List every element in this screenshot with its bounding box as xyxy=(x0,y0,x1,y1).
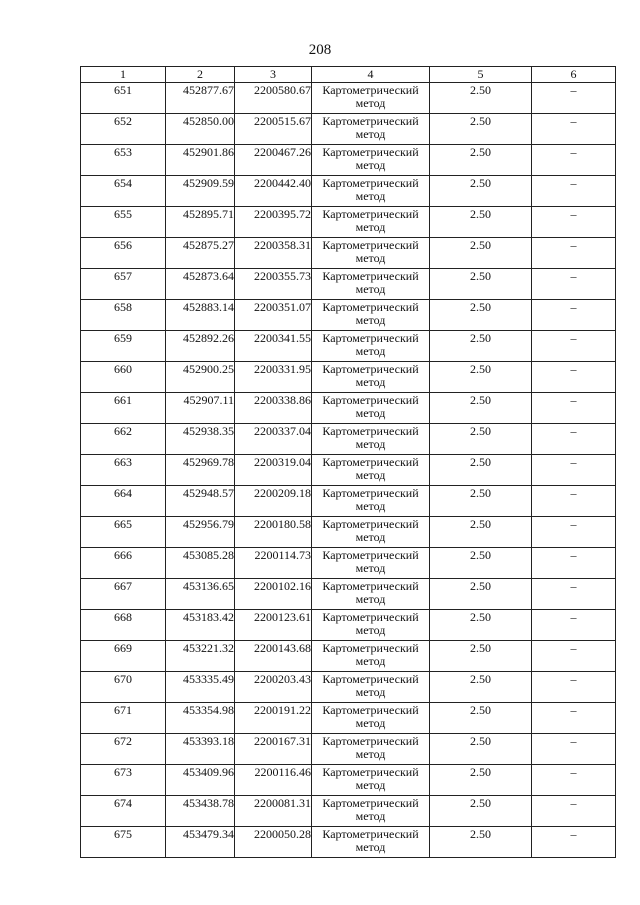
method-line-1: Картометрический xyxy=(322,765,419,779)
accuracy-cell: 2.50 xyxy=(430,641,532,672)
note-cell: – xyxy=(532,517,616,548)
page-number: 208 xyxy=(308,42,332,58)
note-cell: – xyxy=(532,548,616,579)
table-row xyxy=(81,300,616,331)
y-coordinate-cell: 2200123.61 xyxy=(235,610,312,641)
method-cell xyxy=(312,362,430,393)
method-line-1: Картометрический xyxy=(322,145,419,159)
point-number-cell: 660 xyxy=(81,362,166,393)
table-row xyxy=(81,517,616,548)
column-header: 6 xyxy=(532,67,616,83)
method-line-2: метод xyxy=(355,685,386,699)
method-line-1: Картометрический xyxy=(322,393,419,407)
table-row xyxy=(81,83,616,114)
method-cell xyxy=(312,827,430,858)
note-cell: – xyxy=(532,703,616,734)
method-cell xyxy=(312,517,430,548)
y-coordinate-cell: 2200355.73 xyxy=(235,269,312,300)
accuracy-cell: 2.50 xyxy=(430,610,532,641)
note-cell: – xyxy=(532,83,616,114)
method-line-2: метод xyxy=(355,282,386,296)
accuracy-cell: 2.50 xyxy=(430,517,532,548)
y-coordinate-cell: 2200580.67 xyxy=(235,83,312,114)
y-coordinate-cell: 2200102.16 xyxy=(235,579,312,610)
table-row xyxy=(81,331,616,362)
method-line-1: Картометрический xyxy=(322,548,419,562)
point-number-cell: 675 xyxy=(81,827,166,858)
method-line-1: Картометрический xyxy=(322,672,419,686)
method-line-2: метод xyxy=(355,220,386,234)
method-line-2: метод xyxy=(355,809,386,823)
y-coordinate-cell: 2200319.04 xyxy=(235,455,312,486)
point-number-cell: 655 xyxy=(81,207,166,238)
table-row xyxy=(81,610,616,641)
note-cell: – xyxy=(532,455,616,486)
note-cell: – xyxy=(532,393,616,424)
note-cell: – xyxy=(532,641,616,672)
x-coordinate-cell: 453479.34 xyxy=(166,827,235,858)
y-coordinate-cell: 2200442.40 xyxy=(235,176,312,207)
point-number-cell: 653 xyxy=(81,145,166,176)
point-number-cell: 674 xyxy=(81,796,166,827)
note-cell: – xyxy=(532,486,616,517)
method-line-2: метод xyxy=(355,96,386,110)
y-coordinate-cell: 2200331.95 xyxy=(235,362,312,393)
accuracy-cell: 2.50 xyxy=(430,424,532,455)
method-cell xyxy=(312,765,430,796)
method-line-2: метод xyxy=(355,127,386,141)
note-cell: – xyxy=(532,207,616,238)
method-cell xyxy=(312,548,430,579)
method-line-2: метод xyxy=(355,499,386,513)
method-line-2: метод xyxy=(355,189,386,203)
method-line-2: метод xyxy=(355,592,386,606)
method-cell xyxy=(312,610,430,641)
column-header: 1 xyxy=(81,67,166,83)
point-number-cell: 659 xyxy=(81,331,166,362)
table-row xyxy=(81,672,616,703)
accuracy-cell: 2.50 xyxy=(430,796,532,827)
accuracy-cell: 2.50 xyxy=(430,734,532,765)
x-coordinate-cell: 452873.64 xyxy=(166,269,235,300)
table-row xyxy=(81,238,616,269)
method-cell xyxy=(312,238,430,269)
table-row xyxy=(81,393,616,424)
coordinates-table xyxy=(80,66,616,858)
method-line-1: Картометрический xyxy=(322,300,419,314)
note-cell: – xyxy=(532,424,616,455)
x-coordinate-cell: 452901.86 xyxy=(166,145,235,176)
note-cell: – xyxy=(532,238,616,269)
y-coordinate-cell: 2200203.43 xyxy=(235,672,312,703)
method-line-1: Картометрический xyxy=(322,331,419,345)
accuracy-cell: 2.50 xyxy=(430,703,532,734)
y-coordinate-cell: 2200191.22 xyxy=(235,703,312,734)
method-line-1: Картометрический xyxy=(322,827,419,841)
method-line-1: Картометрический xyxy=(322,362,419,376)
note-cell: – xyxy=(532,827,616,858)
note-cell: – xyxy=(532,796,616,827)
table-row xyxy=(81,796,616,827)
x-coordinate-cell: 452883.14 xyxy=(166,300,235,331)
method-line-2: метод xyxy=(355,468,386,482)
accuracy-cell: 2.50 xyxy=(430,827,532,858)
x-coordinate-cell: 452969.78 xyxy=(166,455,235,486)
point-number-cell: 656 xyxy=(81,238,166,269)
note-cell: – xyxy=(532,331,616,362)
x-coordinate-cell: 452895.71 xyxy=(166,207,235,238)
accuracy-cell: 2.50 xyxy=(430,486,532,517)
table-row xyxy=(81,114,616,145)
method-line-1: Картометрический xyxy=(322,83,419,97)
point-number-cell: 673 xyxy=(81,765,166,796)
method-cell xyxy=(312,734,430,765)
method-cell xyxy=(312,486,430,517)
method-line-1: Картометрический xyxy=(322,610,419,624)
x-coordinate-cell: 453085.28 xyxy=(166,548,235,579)
method-cell xyxy=(312,393,430,424)
method-cell xyxy=(312,579,430,610)
x-coordinate-cell: 452900.25 xyxy=(166,362,235,393)
method-line-2: метод xyxy=(355,158,386,172)
x-coordinate-cell: 452850.00 xyxy=(166,114,235,145)
y-coordinate-cell: 2200167.31 xyxy=(235,734,312,765)
y-coordinate-cell: 2200116.46 xyxy=(235,765,312,796)
point-number-cell: 664 xyxy=(81,486,166,517)
table-row xyxy=(81,486,616,517)
y-coordinate-cell: 2200341.55 xyxy=(235,331,312,362)
method-line-2: метод xyxy=(355,437,386,451)
method-line-2: метод xyxy=(355,623,386,637)
method-line-2: метод xyxy=(355,313,386,327)
method-line-2: метод xyxy=(355,344,386,358)
method-line-2: метод xyxy=(355,778,386,792)
method-cell xyxy=(312,269,430,300)
method-line-2: метод xyxy=(355,716,386,730)
point-number-cell: 671 xyxy=(81,703,166,734)
table-row xyxy=(81,734,616,765)
x-coordinate-cell: 453335.49 xyxy=(166,672,235,703)
y-coordinate-cell: 2200467.26 xyxy=(235,145,312,176)
point-number-cell: 666 xyxy=(81,548,166,579)
accuracy-cell: 2.50 xyxy=(430,300,532,331)
accuracy-cell: 2.50 xyxy=(430,269,532,300)
method-cell xyxy=(312,703,430,734)
note-cell: – xyxy=(532,176,616,207)
table-row xyxy=(81,579,616,610)
accuracy-cell: 2.50 xyxy=(430,176,532,207)
method-line-1: Картометрический xyxy=(322,734,419,748)
table-row xyxy=(81,641,616,672)
point-number-cell: 667 xyxy=(81,579,166,610)
y-coordinate-cell: 2200337.04 xyxy=(235,424,312,455)
method-cell xyxy=(312,114,430,145)
point-number-cell: 658 xyxy=(81,300,166,331)
method-line-1: Картометрический xyxy=(322,114,419,128)
header-row xyxy=(81,67,616,83)
point-number-cell: 654 xyxy=(81,176,166,207)
method-line-1: Картометрический xyxy=(322,455,419,469)
column-header: 4 xyxy=(312,67,430,83)
method-cell xyxy=(312,331,430,362)
point-number-cell: 669 xyxy=(81,641,166,672)
point-number-cell: 661 xyxy=(81,393,166,424)
method-cell xyxy=(312,207,430,238)
y-coordinate-cell: 2200395.72 xyxy=(235,207,312,238)
table-row xyxy=(81,765,616,796)
x-coordinate-cell: 453438.78 xyxy=(166,796,235,827)
method-cell xyxy=(312,455,430,486)
y-coordinate-cell: 2200515.67 xyxy=(235,114,312,145)
table-row xyxy=(81,207,616,238)
note-cell: – xyxy=(532,145,616,176)
x-coordinate-cell: 452875.27 xyxy=(166,238,235,269)
point-number-cell: 668 xyxy=(81,610,166,641)
y-coordinate-cell: 2200209.18 xyxy=(235,486,312,517)
method-cell xyxy=(312,83,430,114)
accuracy-cell: 2.50 xyxy=(430,145,532,176)
method-line-2: метод xyxy=(355,747,386,761)
point-number-cell: 662 xyxy=(81,424,166,455)
method-line-2: метод xyxy=(355,840,386,854)
y-coordinate-cell: 2200081.31 xyxy=(235,796,312,827)
table-row xyxy=(81,703,616,734)
y-coordinate-cell: 2200114.73 xyxy=(235,548,312,579)
x-coordinate-cell: 452909.59 xyxy=(166,176,235,207)
table-row xyxy=(81,548,616,579)
note-cell: – xyxy=(532,765,616,796)
note-cell: – xyxy=(532,114,616,145)
x-coordinate-cell: 452938.35 xyxy=(166,424,235,455)
y-coordinate-cell: 2200143.68 xyxy=(235,641,312,672)
method-line-2: метод xyxy=(355,251,386,265)
table-row xyxy=(81,362,616,393)
x-coordinate-cell: 452956.79 xyxy=(166,517,235,548)
table-row xyxy=(81,145,616,176)
table-row xyxy=(81,455,616,486)
note-cell: – xyxy=(532,269,616,300)
column-header: 2 xyxy=(166,67,235,83)
table-header xyxy=(81,67,616,83)
x-coordinate-cell: 453354.98 xyxy=(166,703,235,734)
accuracy-cell: 2.50 xyxy=(430,548,532,579)
x-coordinate-cell: 452877.67 xyxy=(166,83,235,114)
note-cell: – xyxy=(532,734,616,765)
column-header: 5 xyxy=(430,67,532,83)
method-line-2: метод xyxy=(355,406,386,420)
x-coordinate-cell: 452907.11 xyxy=(166,393,235,424)
x-coordinate-cell: 453409.96 xyxy=(166,765,235,796)
point-number-cell: 657 xyxy=(81,269,166,300)
point-number-cell: 672 xyxy=(81,734,166,765)
y-coordinate-cell: 2200338.86 xyxy=(235,393,312,424)
accuracy-cell: 2.50 xyxy=(430,114,532,145)
table-row xyxy=(81,176,616,207)
method-line-1: Картометрический xyxy=(322,579,419,593)
point-number-cell: 670 xyxy=(81,672,166,703)
method-line-1: Картометрический xyxy=(322,207,419,221)
method-line-2: метод xyxy=(355,654,386,668)
point-number-cell: 652 xyxy=(81,114,166,145)
accuracy-cell: 2.50 xyxy=(430,83,532,114)
method-cell xyxy=(312,176,430,207)
point-number-cell: 663 xyxy=(81,455,166,486)
y-coordinate-cell: 2200358.31 xyxy=(235,238,312,269)
table-row xyxy=(81,424,616,455)
method-line-1: Картометрический xyxy=(322,269,419,283)
table-row xyxy=(81,827,616,858)
method-line-1: Картометрический xyxy=(322,486,419,500)
x-coordinate-cell: 453221.32 xyxy=(166,641,235,672)
method-line-1: Картометрический xyxy=(322,641,419,655)
note-cell: – xyxy=(532,300,616,331)
method-cell xyxy=(312,672,430,703)
x-coordinate-cell: 453136.65 xyxy=(166,579,235,610)
note-cell: – xyxy=(532,610,616,641)
method-line-2: метод xyxy=(355,375,386,389)
accuracy-cell: 2.50 xyxy=(430,672,532,703)
y-coordinate-cell: 2200351.07 xyxy=(235,300,312,331)
note-cell: – xyxy=(532,579,616,610)
note-cell: – xyxy=(532,672,616,703)
method-line-1: Картометрический xyxy=(322,796,419,810)
accuracy-cell: 2.50 xyxy=(430,207,532,238)
method-cell xyxy=(312,796,430,827)
x-coordinate-cell: 453183.42 xyxy=(166,610,235,641)
accuracy-cell: 2.50 xyxy=(430,362,532,393)
method-line-2: метод xyxy=(355,530,386,544)
method-line-1: Картометрический xyxy=(322,176,419,190)
table-body xyxy=(81,83,616,858)
note-cell: – xyxy=(532,362,616,393)
accuracy-cell: 2.50 xyxy=(430,765,532,796)
point-number-cell: 651 xyxy=(81,83,166,114)
accuracy-cell: 2.50 xyxy=(430,331,532,362)
x-coordinate-cell: 452892.26 xyxy=(166,331,235,362)
accuracy-cell: 2.50 xyxy=(430,393,532,424)
x-coordinate-cell: 452948.57 xyxy=(166,486,235,517)
method-cell xyxy=(312,300,430,331)
y-coordinate-cell: 2200180.58 xyxy=(235,517,312,548)
method-line-1: Картометрический xyxy=(322,424,419,438)
accuracy-cell: 2.50 xyxy=(430,238,532,269)
accuracy-cell: 2.50 xyxy=(430,455,532,486)
method-line-1: Картометрический xyxy=(322,238,419,252)
method-line-1: Картометрический xyxy=(322,703,419,717)
x-coordinate-cell: 453393.18 xyxy=(166,734,235,765)
column-header: 3 xyxy=(235,67,312,83)
accuracy-cell: 2.50 xyxy=(430,579,532,610)
method-line-1: Картометрический xyxy=(322,517,419,531)
table-row xyxy=(81,269,616,300)
method-cell xyxy=(312,145,430,176)
method-line-2: метод xyxy=(355,561,386,575)
point-number-cell: 665 xyxy=(81,517,166,548)
method-cell xyxy=(312,641,430,672)
y-coordinate-cell: 2200050.28 xyxy=(235,827,312,858)
method-cell xyxy=(312,424,430,455)
